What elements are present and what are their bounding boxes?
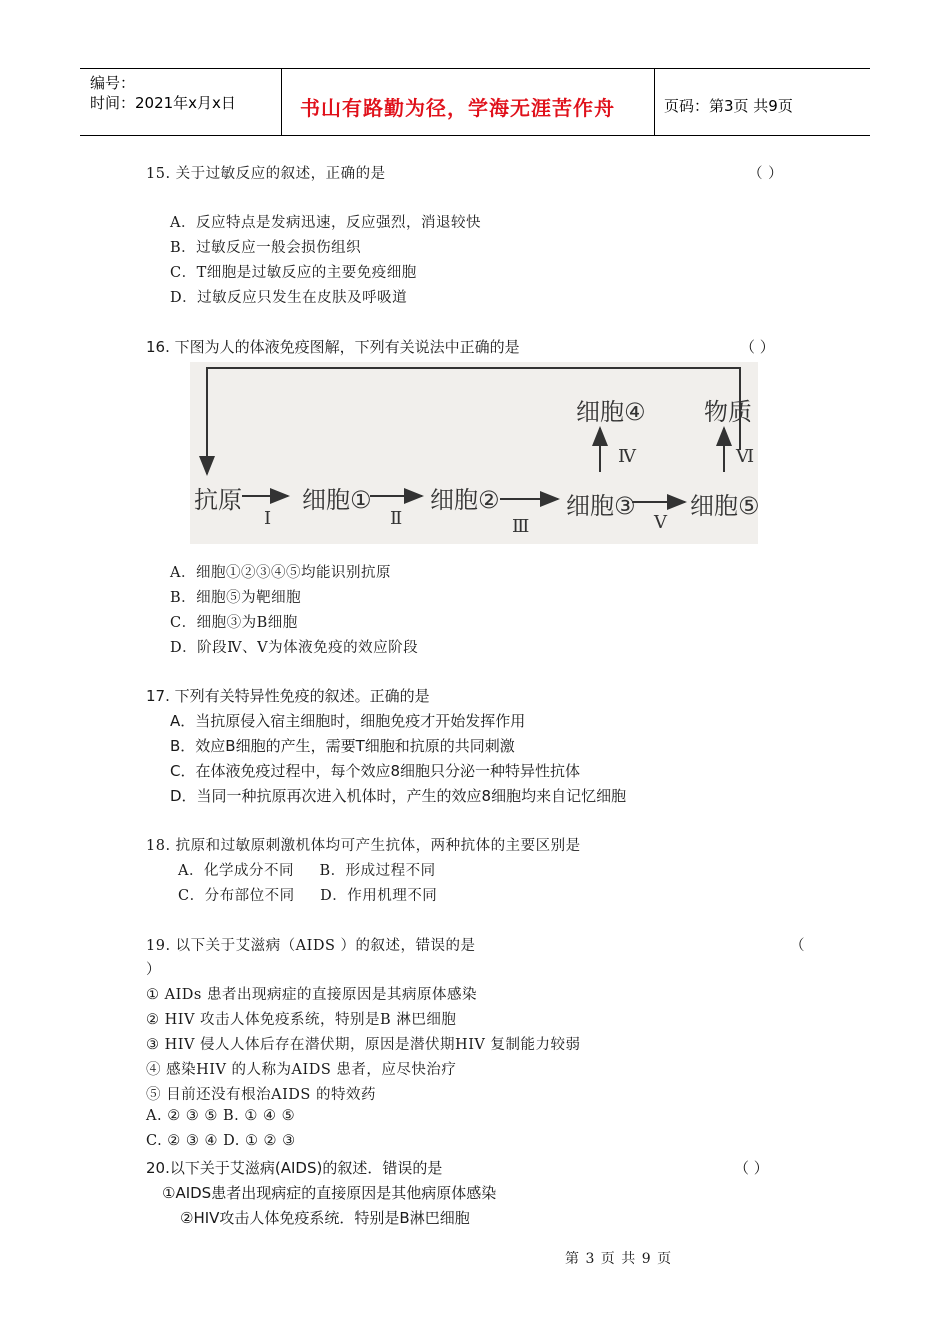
q19-item-3: ③ HIV 侵人人体后存在潜伏期，原因是潜伏期HIV 复制能力较弱 [146, 1037, 581, 1053]
page-footer: 第 3 页 共 9 页 [565, 1251, 673, 1267]
q17-option-c: C．在体液免疫过程中，每个效应8细胞只分泌一种特异性抗体 [170, 762, 581, 780]
humoral-immunity-diagram [190, 362, 758, 544]
q17-option-b: B．效应B细胞的产生，需要T细胞和抗原的共同刺激 [170, 737, 515, 755]
q20-answer-bracket: （ ） [734, 1159, 769, 1177]
q18-options-row-1: A．化学成分不同 B．形成过程不同 [178, 863, 436, 879]
q15-option-b: B．过敏反应一般会损伤组织 [170, 240, 362, 256]
diagram-cell-3: 细胞③ [566, 492, 636, 520]
q15-option-d: D．过敏反应只发生在皮肤及呼吸道 [170, 290, 408, 306]
q20-item-2: ②HIV攻击人体免疫系统．特别是B淋巴细胞 [180, 1209, 470, 1227]
q16-option-d: D．阶段Ⅳ、V为体液免疫的效应阶段 [170, 640, 419, 656]
diagram-cell-1: 细胞① [302, 486, 372, 514]
q17-stem: 17. 下列有关特异性免疫的叙述。正确的是 [146, 687, 430, 705]
q19-options-row-1: A. ② ③ ⑤ B. ① ④ ⑤ [146, 1108, 296, 1124]
q16-option-b: B．细胞⑤为靶细胞 [170, 590, 302, 606]
serial-label: 编号： [90, 74, 136, 92]
diagram-cell-4: 细胞④ [576, 398, 646, 426]
q19-item-1: ① AIDs 患者出现病症的直接原因是其病原体感染 [146, 987, 477, 1003]
date-label: 时间：2021年x月x日 [90, 94, 236, 112]
diagram-substance: 物质 [704, 398, 752, 426]
q15-answer-bracket: （ ） [748, 166, 784, 182]
header-divider-left [281, 68, 282, 136]
q15-stem: 15. 关于过敏反应的叙述，正确的是 [146, 166, 386, 182]
diagram-antigen: 抗原 [194, 486, 242, 514]
header-bottom-rule [80, 135, 870, 136]
diagram-stage-1: Ⅰ [264, 508, 272, 529]
diagram-stage-6: Ⅵ [736, 446, 755, 467]
q20-item-1: ①AIDS患者出现病症的直接原因是其他病原体感染 [162, 1184, 497, 1202]
q19-bracket-close: ） [146, 962, 161, 978]
diagram-stage-2: Ⅱ [390, 508, 403, 529]
header-divider-right [654, 68, 655, 136]
q17-option-d: D．当同一种抗原再次进入机体时，产生的效应8细胞均来自记忆细胞 [170, 787, 627, 805]
q18-stem: 18. 抗原和过敏原刺激机体均可产生抗体，两种抗体的主要区别是 [146, 838, 581, 854]
q18-options-row-2: C．分布部位不同 D．作用机理不同 [178, 888, 438, 904]
diagram-stage-3: Ⅲ [512, 516, 530, 537]
q15-option-a: A．反应特点是发病迅速，反应强烈，消退较快 [170, 215, 481, 231]
q19-stem: 19. 以下关于艾滋病（AIDS ）的叙述，错误的是 [146, 938, 476, 954]
q16-answer-bracket: （ ） [740, 338, 775, 356]
q19-item-2: ② HIV 攻击人体免疫系统，特别是B 淋巴细胞 [146, 1012, 457, 1028]
q19-item-4: ④ 感染HIV 的人称为AIDS 患者，应尽快治疗 [146, 1062, 457, 1078]
q17-option-a: A．当抗原侵入宿主细胞时，细胞免疫才开始发挥作用 [170, 712, 526, 730]
q15-option-c: C．T细胞是过敏反应的主要免疫细胞 [170, 265, 417, 281]
diagram-cell-5: 细胞⑤ [690, 492, 760, 520]
q16-stem: 16. 下图为人的体液免疫图解，下列有关说法中正确的是 [146, 338, 520, 356]
page-info: 页码：第3页 共9页 [664, 97, 793, 115]
q19-bracket-open: （ [790, 938, 805, 954]
q20-stem: 20.以下关于艾滋病(AIDS)的叙述．错误的是 [146, 1159, 443, 1177]
diagram-stage-4: Ⅳ [618, 446, 636, 467]
diagram-cell-2: 细胞② [430, 486, 500, 514]
header-motto: 书山有路勤为径，学海无涯苦作舟 [300, 96, 615, 120]
q19-item-5: ⑤ 目前还没有根治AIDS 的特效药 [146, 1087, 376, 1103]
diagram-arrows [190, 362, 758, 544]
q19-options-row-2: C. ② ③ ④ D. ① ② ③ [146, 1133, 296, 1149]
header-top-rule [80, 68, 870, 69]
feedback-loop-arrow [207, 368, 740, 474]
q16-option-c: C．细胞③为B细胞 [170, 615, 298, 631]
q16-option-a: A．细胞①②③④⑤均能识别抗原 [170, 565, 391, 581]
diagram-stage-5: Ⅴ [654, 512, 667, 533]
